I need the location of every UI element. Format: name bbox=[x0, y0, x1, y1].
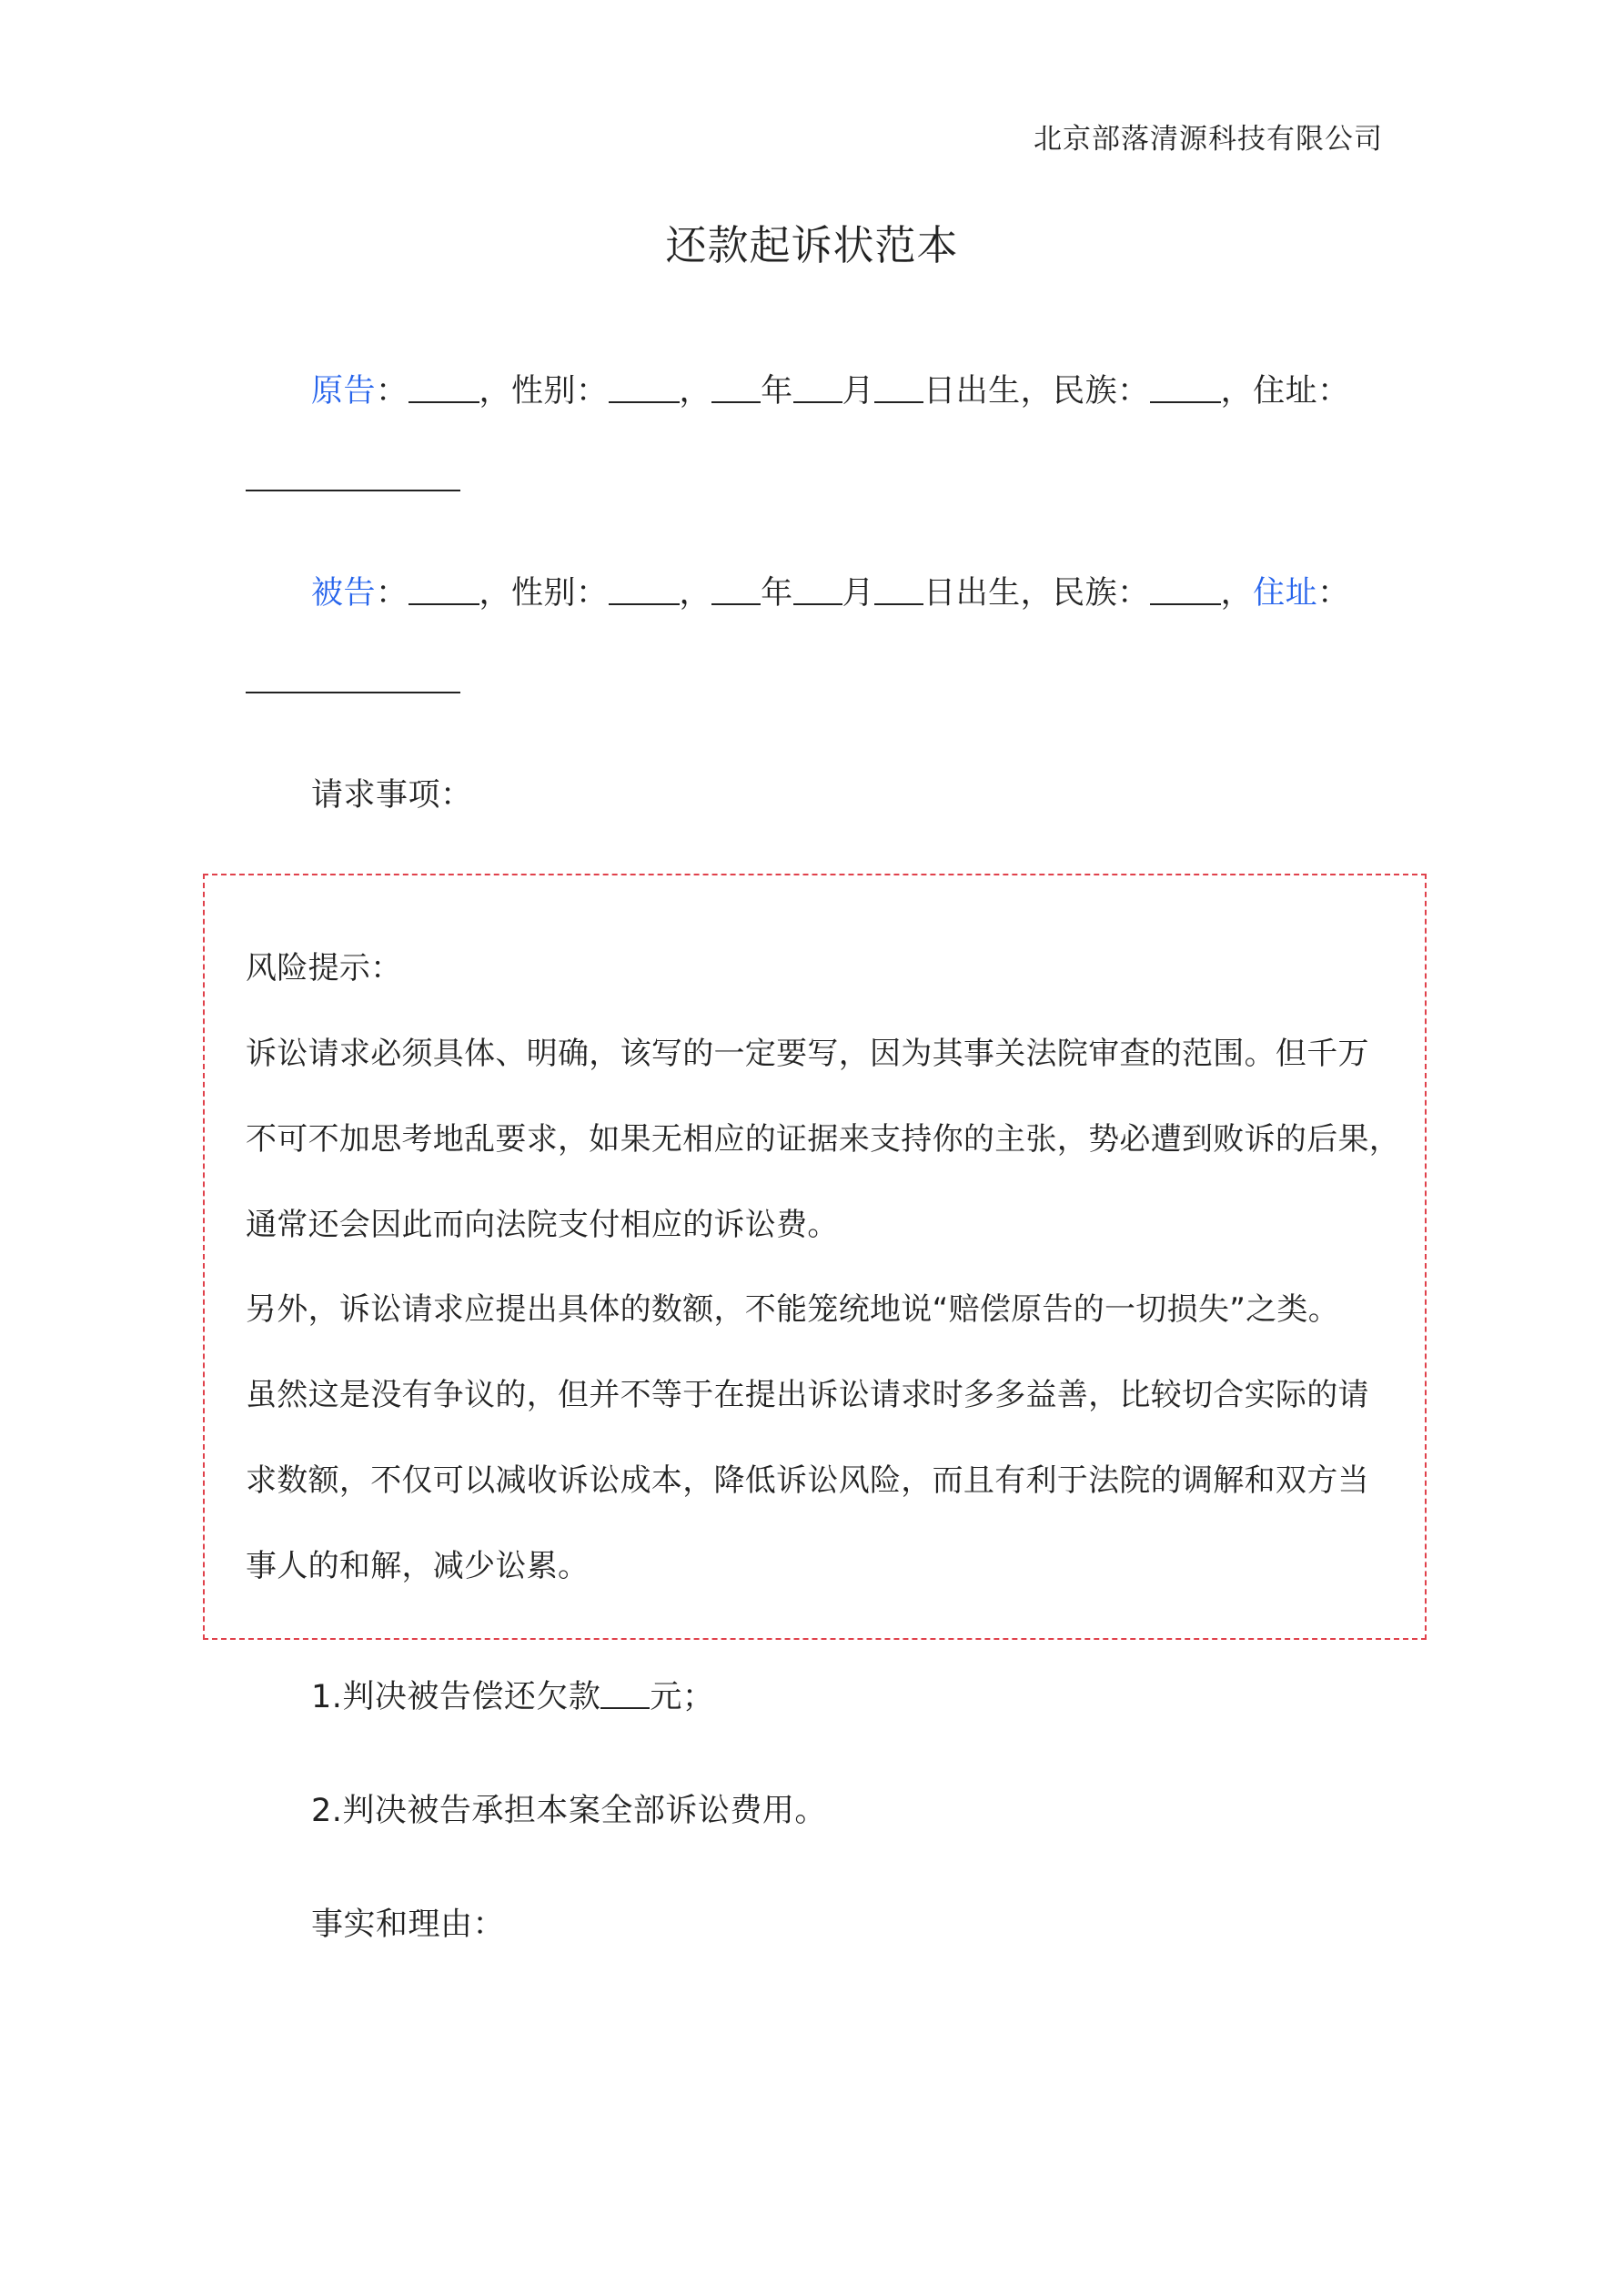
plaintiff-ethnic-blank bbox=[1150, 369, 1221, 403]
company-name: 北京部落清源科技有限公司 bbox=[1034, 123, 1383, 156]
defendant-year-blank bbox=[711, 571, 761, 605]
claim-item-2: 2.判决被告承担本案全部诉讼费用。 bbox=[311, 1793, 827, 1829]
defendant-address-label[interactable]: 住址 bbox=[1253, 575, 1318, 612]
risk-notice-line: 求数额，不仅可以减收诉讼成本，降低诉讼风险，而且有利于法院的调解和双方当 bbox=[246, 1462, 1369, 1499]
defendant-gender-blank bbox=[609, 571, 680, 605]
defendant-label[interactable]: 被告 bbox=[311, 575, 377, 612]
claim-amount-blank bbox=[600, 1675, 650, 1709]
risk-notice-line: 不可不加思考地乱要求，如果无相应的证据来支持你的主张，势必遭到败诉的后果， bbox=[246, 1121, 1401, 1158]
plaintiff-month-blank bbox=[793, 369, 842, 403]
risk-notice-line: 虽然这是没有争议的，但并不等于在提出诉讼请求时多多益善，比较切合实际的请 bbox=[246, 1377, 1369, 1413]
risk-notice-line: 事人的和解，减少讼累。 bbox=[246, 1548, 590, 1584]
claims-heading: 请求事项： bbox=[311, 777, 473, 814]
document-title: 还款起诉状范本 bbox=[665, 221, 959, 269]
plaintiff-address-label: 住址： bbox=[1253, 373, 1350, 410]
risk-notice-line: 通常还会因此而向法院支付相应的诉讼费。 bbox=[246, 1207, 839, 1243]
plaintiff-address-blank bbox=[246, 490, 460, 491]
plaintiff-line: 原告： ，性别： ， 年 月 日出生，民族： ，住址： bbox=[311, 366, 1350, 411]
defendant-name-blank bbox=[409, 571, 479, 605]
defendant-address-blank bbox=[246, 692, 460, 693]
defendant-ethnic-blank bbox=[1150, 571, 1221, 605]
defendant-line: 被告： ，性别： ， 年 月 日出生，民族： ，住址： bbox=[311, 568, 1350, 613]
risk-notice-line: 另外，诉讼请求应提出具体的数额，不能笼统地说“赔偿原告的一切损失”之类。 bbox=[246, 1291, 1340, 1328]
claim-item-1: 1.判决被告偿还欠款 元； bbox=[311, 1672, 714, 1717]
plaintiff-label[interactable]: 原告 bbox=[311, 373, 377, 410]
plaintiff-year-blank bbox=[711, 369, 761, 403]
plaintiff-gender-blank bbox=[609, 369, 680, 403]
defendant-month-blank bbox=[793, 571, 842, 605]
plaintiff-name-blank bbox=[409, 369, 479, 403]
defendant-day-blank bbox=[874, 571, 923, 605]
risk-notice-heading: 风险提示： bbox=[246, 950, 402, 986]
plaintiff-day-blank bbox=[874, 369, 923, 403]
risk-notice-box bbox=[203, 874, 1427, 1640]
risk-notice-line: 诉讼请求必须具体、明确，该写的一定要写，因为其事关法院审查的范围。但千万 bbox=[246, 1036, 1369, 1072]
facts-heading: 事实和理由： bbox=[311, 1907, 506, 1943]
